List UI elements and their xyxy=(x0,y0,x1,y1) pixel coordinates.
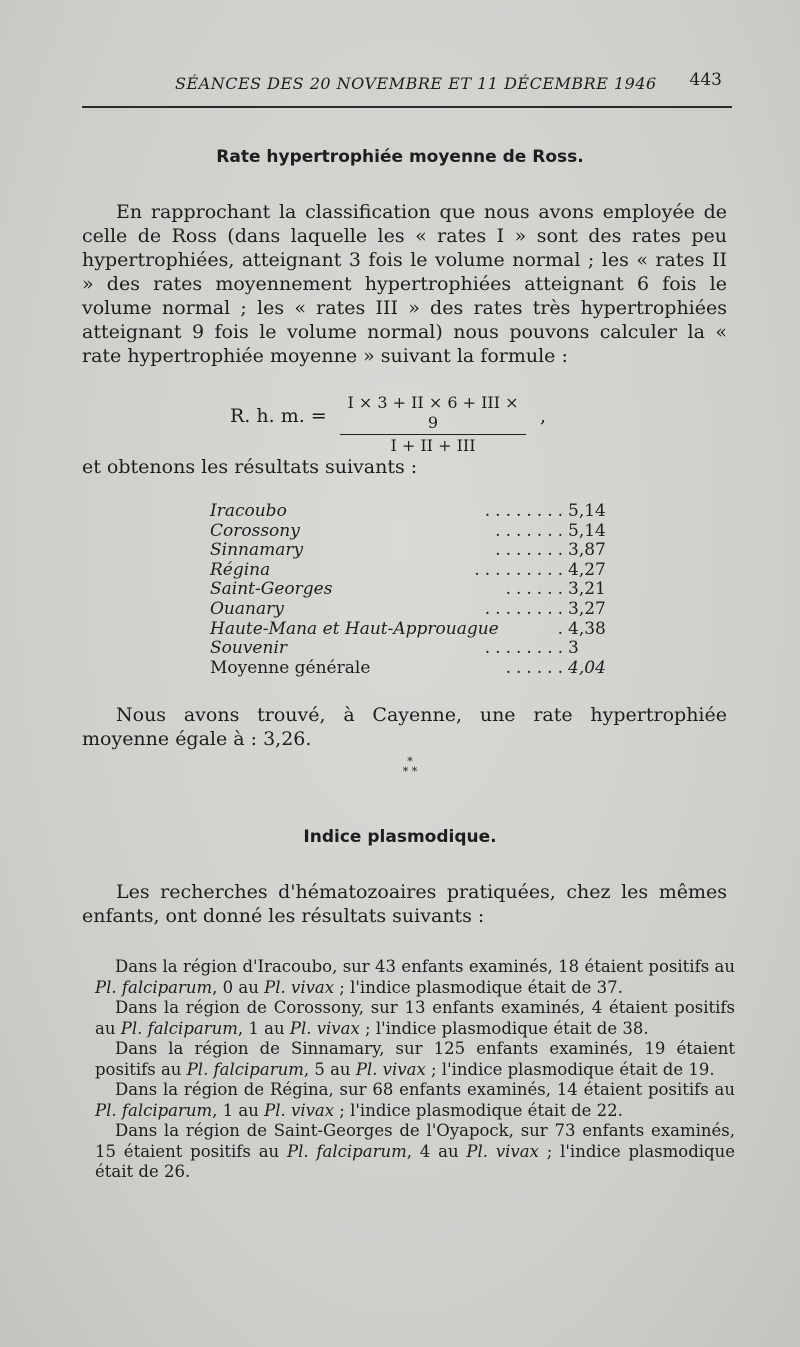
place-name: Sinnamary xyxy=(210,540,304,561)
formula-denominator: I + II + III xyxy=(390,436,476,455)
rhm-value: 4,38 xyxy=(568,618,606,639)
species-vivax: Pl. vivax xyxy=(264,977,335,997)
species-falciparum: Pl. falciparum xyxy=(95,1100,213,1120)
formula-fraction xyxy=(340,393,526,456)
formula-numerator: I × 3 + II × 6 + III × 9 xyxy=(347,393,519,432)
place-name: Iracoubo xyxy=(210,501,287,521)
results-table xyxy=(210,502,630,678)
region-entry xyxy=(95,1039,735,1080)
rhm-value: 4,04 xyxy=(568,657,606,678)
results-row xyxy=(210,639,630,659)
entry-text: ; l'indice plasmodique était de 26. xyxy=(95,1141,735,1181)
place-name: Ouanary xyxy=(210,598,284,619)
section-title-plasmodique: Indice plasmodique. xyxy=(303,827,497,847)
paragraph-results-intro: et obtenons les résultats suivants : xyxy=(82,456,418,478)
formula-comma: , xyxy=(540,405,547,427)
paragraph-classification xyxy=(82,200,727,368)
species-falciparum: Pl. falciparum xyxy=(95,977,213,997)
running-head: SÉANCES DES 20 NOVEMBRE ET 11 DÉCEMBRE 1946 xyxy=(175,74,657,93)
species-falciparum: Pl. falciparum xyxy=(186,1059,304,1079)
species-falciparum: Pl. falciparum xyxy=(120,1018,238,1038)
leader-dots: . xyxy=(557,618,568,639)
place-name: Corossony xyxy=(210,520,300,541)
rhm-value: 3,87 xyxy=(568,540,606,561)
place-name: Moyenne générale xyxy=(210,657,371,678)
species-vivax: Pl. vivax xyxy=(466,1141,539,1161)
paragraph-text: Les recherches d'hématozoaires pratiquées, chez les mêmes enfants, ont donné les résultats suivants : xyxy=(82,881,727,927)
entry-text: , 4 au xyxy=(406,1141,467,1161)
results-row xyxy=(210,522,630,542)
entry-text: Dans la région de Régina, sur 68 enfants examinés, 14 étaient positifs au xyxy=(115,1080,735,1099)
place-name: Saint-Georges xyxy=(210,579,333,600)
entry-text: , 1 au xyxy=(212,1100,265,1120)
region-entry xyxy=(95,1080,735,1121)
entry-text: ; l'indice plasmodique était de 19. xyxy=(425,1059,715,1079)
rhm-value: 3,27 xyxy=(568,598,606,619)
entry-text: , 5 au xyxy=(303,1059,356,1079)
entry-text: ; l'indice plasmodique était de 37. xyxy=(334,977,623,997)
rhm-value: 4,27 xyxy=(568,559,606,580)
results-row xyxy=(210,502,630,522)
results-row xyxy=(210,600,630,620)
separator-bottom-stars: * * xyxy=(402,765,418,778)
rhm-value: 5,14 xyxy=(568,501,606,521)
page-header xyxy=(80,70,730,100)
entry-text: Dans la région de Sinnamary, sur 125 enfants examinés, 19 étaient positifs au xyxy=(95,1039,735,1079)
species-vivax: Pl. vivax xyxy=(264,1100,335,1120)
entry-text: , 1 au xyxy=(237,1018,290,1038)
section-title-ross: Rate hypertrophiée moyenne de Ross. xyxy=(216,147,584,167)
rhm-value: 3 xyxy=(568,638,579,659)
regional-results xyxy=(95,957,735,1183)
entry-text: ; l'indice plasmodique était de 22. xyxy=(334,1100,623,1120)
region-entry xyxy=(95,957,735,998)
section-separator xyxy=(390,757,430,777)
rhm-value: 3,21 xyxy=(568,579,606,600)
place-name: Régina xyxy=(210,559,271,580)
entry-text: ; l'indice plasmodique était de 38. xyxy=(359,1018,649,1038)
place-name: Haute-Mana et Haut-Approuague xyxy=(210,618,499,639)
paragraph-text: Nous avons trouvé, à Cayenne, une rate hypertrophiée moyenne égale à : 3,26. xyxy=(82,704,727,750)
leader-dots: ....... xyxy=(495,540,568,561)
entry-text: , 0 au xyxy=(212,977,265,997)
paragraph-cayenne xyxy=(82,703,727,751)
results-row xyxy=(210,561,630,581)
results-row-total xyxy=(210,659,630,679)
entry-text: Dans la région d'Iracoubo, sur 43 enfants examinés, 18 étaient positifs au xyxy=(115,957,735,976)
results-row xyxy=(210,580,630,600)
separator-top-star: * xyxy=(407,755,413,768)
region-entry xyxy=(95,1121,735,1183)
leader-dots: ......... xyxy=(474,559,568,580)
formula-lhs: R. h. m. = xyxy=(230,405,327,427)
paragraph-text: En rapprochant la classification que nous avons employée de celle de Ross (dans laquelle les « rates I » sont des rates peu hypertrophiées, atteignant 3 fois le volume normal ; les « rates II » des rates moyennement hypertrophiées atteignant 6 fois le volume normal ; les « rates III » des rates très hypertrophiées atteignant 9 fois le volume normal) nous pouvons calculer la « rate hypertrophiée moyenne » suivant la formule : xyxy=(82,201,727,367)
species-falciparum: Pl. falciparum xyxy=(286,1141,407,1161)
fraction-bar xyxy=(340,434,526,435)
formula-rhm xyxy=(230,393,630,455)
leader-dots: ....... xyxy=(495,520,568,541)
paragraph-recherches xyxy=(82,880,727,928)
page-number: 443 xyxy=(689,70,722,90)
leader-dots: ........ xyxy=(484,638,568,659)
results-row xyxy=(210,620,630,640)
header-rule xyxy=(82,106,732,108)
entry-text: Dans la région de Saint-Georges de l'Oyapock, sur 73 enfants examinés, 15 étaient positifs au xyxy=(95,1121,735,1161)
leader-dots: ........ xyxy=(484,598,568,619)
place-name: Souvenir xyxy=(210,638,288,659)
entry-text: Dans la région de Corossony, sur 13 enfants examinés, 4 étaient positifs au xyxy=(95,998,735,1038)
leader-dots: ...... xyxy=(505,579,568,600)
species-vivax: Pl. vivax xyxy=(355,1059,426,1079)
region-entry xyxy=(95,998,735,1039)
leader-dots: ........ xyxy=(484,501,568,521)
leader-dots: ...... xyxy=(505,657,568,678)
results-row xyxy=(210,541,630,561)
rhm-value: 5,14 xyxy=(568,520,606,541)
species-vivax: Pl. vivax xyxy=(289,1018,360,1038)
